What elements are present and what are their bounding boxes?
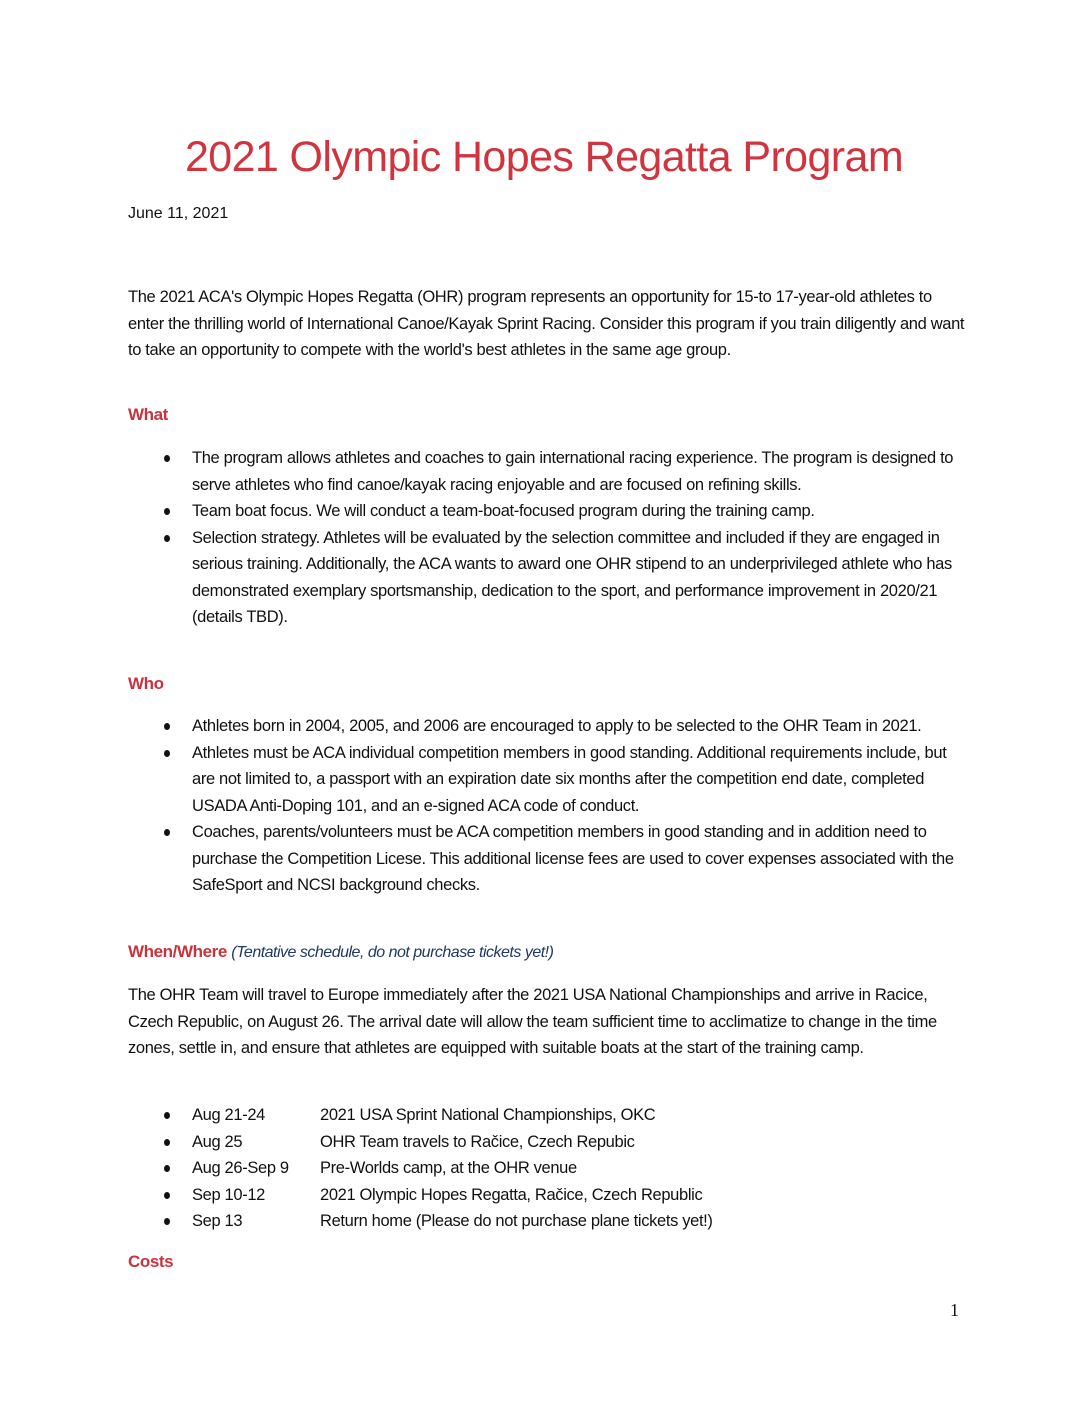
schedule-item xyxy=(128,1102,968,1129)
document-date: June 11, 2021 xyxy=(128,205,229,222)
heading-costs: Costs xyxy=(128,1252,174,1271)
schedule-event: Pre-Worlds camp, at the OHR venue xyxy=(320,1159,577,1177)
heading-what: What xyxy=(128,405,168,424)
list-item: Athletes born in 2004, 2005, and 2006 are encouraged to apply to be selected to the OHR Team in 2021. xyxy=(128,713,968,740)
schedule-date: Sep 10-12 xyxy=(192,1185,265,1204)
who-list xyxy=(128,713,968,899)
list-item: Selection strategy. Athletes will be evaluated by the selection committee and included if they are engaged in serious training. Additionally, the ACA wants to award one OHR stipend to an underprivileged athlete who has demonstrated exemplary sportsmanship, dedication to the sport, and performance improvement in 2020/21 (details TBD). xyxy=(128,525,968,631)
schedule-list xyxy=(128,1102,968,1235)
schedule-date: Aug 25 xyxy=(192,1132,243,1151)
page-title: 2021 Olympic Hopes Regatta Program xyxy=(184,133,904,181)
schedule-event: 2021 Olympic Hopes Regatta, Račice, Czech Republic xyxy=(320,1185,703,1204)
schedule-item xyxy=(128,1182,968,1209)
intro-paragraph: The 2021 ACA's Olympic Hopes Regatta (OHR) program represents an opportunity for 15-to 17-year-old athletes to enter the thrilling world of International Canoe/Kayak Sprint Racing. Consider this program if you train diligently and want to take an opportunity to compete with the world's best athletes in the same age group. xyxy=(128,288,965,359)
list-item: Coaches, parents/volunteers must be ACA competition members in good standing and in addition need to purchase the Competition Licese. This additional license fees are used to cover expenses associated with the SafeSport and NCSI background checks. xyxy=(128,819,968,899)
schedule-note: (Tentative schedule, do not purchase tickets yet!) xyxy=(231,944,554,961)
schedule-item xyxy=(128,1129,968,1156)
when-paragraph: The OHR Team will travel to Europe immediately after the 2021 USA National Championships and arrive in Racice, Czech Republic, on August 26. The arrival date will allow the team sufficient time to acclimatize to change in the time zones, settle in, and ensure that athletes are equipped with suitable boats at the start of the training camp. xyxy=(128,986,937,1057)
schedule-item xyxy=(128,1208,968,1235)
schedule-date: Sep 13 xyxy=(192,1212,243,1230)
list-item: The program allows athletes and coaches to gain international racing experience. The program is designed to serve athletes who find canoe/kayak racing enjoyable and are focused on refining skills. xyxy=(128,445,968,498)
schedule-event: 2021 USA Sprint National Championships, OKC xyxy=(320,1106,656,1124)
page-number: 1 xyxy=(950,1300,959,1320)
schedule-event: Return home (Please do not purchase plane tickets yet!) xyxy=(320,1212,713,1230)
schedule-date: Aug 21-24 xyxy=(192,1106,265,1124)
heading-who: Who xyxy=(128,674,164,693)
schedule-item xyxy=(128,1155,968,1182)
list-item: Team boat focus. We will conduct a team-boat-focused program during the training camp. xyxy=(128,498,968,525)
heading-when-where-label: When/Where xyxy=(128,942,227,961)
schedule-date: Aug 26-Sep 9 xyxy=(192,1159,289,1177)
schedule-event: OHR Team travels to Račice, Czech Repubic xyxy=(320,1132,635,1151)
what-list xyxy=(128,445,968,631)
list-item: Athletes must be ACA individual competition members in good standing. Additional requirements include, but are not limited to, a passport with an expiration date six months after the competition end date, completed USADA Anti-Doping 101, and an e-signed ACA code of conduct. xyxy=(128,740,968,820)
heading-when-where xyxy=(128,942,553,962)
